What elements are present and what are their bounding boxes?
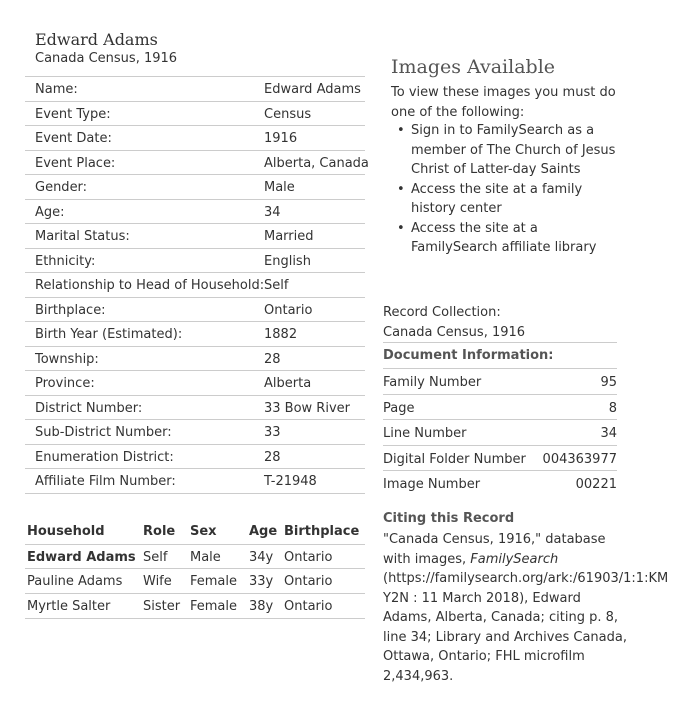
- fact-value: Edward Adams: [264, 82, 361, 97]
- citation-line: Adams, Alberta, Canada; citing p. 8,: [383, 610, 619, 625]
- image-access-option: [391, 180, 626, 219]
- member-role: Wife: [143, 574, 172, 589]
- member-role: Sister: [143, 599, 181, 614]
- fact-value: Ontario: [264, 302, 313, 318]
- fact-value: 28: [264, 449, 281, 465]
- document-label: Image Number: [383, 477, 481, 492]
- fact-label: Township:: [35, 351, 99, 367]
- household-row: [25, 569, 365, 594]
- fact-value: Alberta, Canada: [264, 155, 369, 171]
- fact-label: Province:: [35, 376, 95, 391]
- images-intro-text: To view these images you must do one of the following:: [391, 85, 616, 120]
- image-access-options: [391, 121, 626, 258]
- fact-row: [25, 396, 365, 421]
- fact-label: Sub-District Number:: [35, 425, 172, 440]
- fact-row: [25, 322, 365, 347]
- person-name-heading: Edward Adams: [35, 30, 158, 49]
- citation-text: [383, 530, 696, 686]
- member-age: 38y: [249, 599, 274, 614]
- header-sex: Sex: [190, 524, 217, 539]
- fact-row: [25, 469, 365, 494]
- fact-row: [25, 371, 365, 396]
- member-birthplace: Ontario: [284, 599, 333, 614]
- fact-row: [25, 200, 365, 225]
- images-available-heading: Images Available: [391, 56, 556, 78]
- image-access-option: [391, 219, 626, 258]
- citation-line: 2,434,963.: [383, 668, 454, 684]
- member-name: Edward Adams: [27, 550, 136, 565]
- member-age: 34y: [249, 550, 274, 565]
- header-age: Age: [249, 524, 278, 539]
- fact-label: Age:: [35, 204, 65, 220]
- fact-row: [25, 151, 369, 176]
- household-row: [25, 544, 365, 569]
- citation-line: line 34; Library and Archives Canada,: [383, 629, 627, 645]
- member-sex: Female: [190, 599, 238, 614]
- fact-row: [25, 77, 365, 102]
- fact-row: [25, 347, 365, 372]
- fact-value: Alberta: [264, 376, 312, 391]
- fact-label: Marital Status:: [35, 229, 130, 244]
- fact-label: Name:: [35, 82, 78, 97]
- citation-line: Y2N : 11 March 2018), Edward: [383, 590, 581, 606]
- document-value: 34: [600, 426, 617, 441]
- member-name: Pauline Adams: [27, 574, 123, 589]
- member-sex: Female: [190, 574, 238, 589]
- document-value: 004363977: [542, 451, 617, 467]
- collection-subtitle: Canada Census, 1916: [35, 51, 178, 66]
- document-row: [383, 369, 617, 395]
- fact-value: 34: [264, 204, 281, 220]
- fact-label: Event Date:: [35, 131, 112, 146]
- fact-value: Self: [264, 278, 289, 293]
- fact-label: District Number:: [35, 400, 143, 416]
- fact-label: Enumeration District:: [35, 449, 174, 465]
- member-birthplace: Ontario: [284, 550, 333, 565]
- record-collection-label: Record Collection:: [383, 305, 501, 320]
- fact-value: English: [264, 253, 311, 269]
- document-row: [383, 471, 617, 497]
- document-information-table: [383, 368, 617, 497]
- fact-row: [25, 102, 365, 127]
- fact-row: [25, 175, 365, 200]
- document-information-heading: Document Information:: [383, 348, 554, 363]
- image-access-option: [391, 121, 626, 180]
- document-value: 8: [608, 400, 617, 416]
- document-row: [383, 395, 617, 421]
- header-household: Household: [27, 524, 105, 539]
- fact-value: 33 Bow River: [264, 400, 350, 416]
- fact-row: [25, 224, 365, 249]
- facts-table: [25, 76, 369, 494]
- fact-row: [25, 445, 365, 470]
- fact-label: Birthplace:: [35, 302, 106, 318]
- fact-label: Birth Year (Estimated):: [35, 327, 183, 342]
- fact-value: Married: [264, 229, 314, 244]
- document-label: Page: [383, 400, 415, 416]
- bullet-icon: •: [397, 123, 405, 138]
- header-birthplace: Birthplace: [284, 524, 360, 539]
- citation-line: "Canada Census, 1916," database: [383, 532, 606, 547]
- option-text: Sign in to FamilySearch as a member of The Church of Jesus Christ of Latter-day Saints: [411, 123, 616, 177]
- fact-row: [25, 249, 365, 274]
- fact-row: [25, 420, 365, 445]
- fact-value: 1916: [264, 131, 298, 146]
- document-row: [383, 446, 617, 472]
- citation-line: Ottawa, Ontario; FHL microfilm: [383, 649, 585, 664]
- document-label: Line Number: [383, 426, 467, 441]
- household-row: [25, 594, 365, 619]
- fact-label: Affiliate Film Number:: [35, 474, 176, 489]
- bullet-icon: •: [397, 220, 405, 236]
- member-sex: Male: [190, 550, 221, 565]
- fact-value: Male: [264, 180, 295, 195]
- document-label: Family Number: [383, 375, 482, 390]
- member-name: Myrtle Salter: [27, 599, 111, 614]
- document-label: Digital Folder Number: [383, 451, 526, 467]
- fact-row: [25, 126, 365, 151]
- member-birthplace: Ontario: [284, 574, 333, 589]
- fact-value: Census: [264, 106, 312, 122]
- document-value: 00221: [575, 477, 617, 492]
- document-row: [383, 420, 617, 446]
- fact-row: [25, 298, 365, 323]
- member-age: 33y: [249, 574, 274, 589]
- member-role: Self: [143, 550, 168, 565]
- bullet-icon: •: [397, 181, 405, 197]
- fact-label: Ethnicity:: [35, 253, 96, 269]
- citation-line: with images, FamilySearch: [383, 551, 559, 567]
- fact-value: 1882: [264, 327, 298, 342]
- fact-value: 33: [264, 425, 281, 440]
- divider: [383, 342, 617, 343]
- document-value: 95: [600, 375, 617, 390]
- option-text: Access the site at a family history center: [411, 181, 583, 216]
- household-header-row: [25, 522, 365, 544]
- fact-label: Gender:: [35, 180, 88, 195]
- record-sidebar: [383, 0, 696, 709]
- fact-value: 28: [264, 351, 281, 367]
- header-role: Role: [143, 524, 176, 539]
- citing-record-heading: Citing this Record: [383, 511, 515, 526]
- fact-label: Relationship to Head of Household:: [35, 278, 265, 293]
- fact-value: T-21948: [264, 474, 317, 489]
- citation-line: (https://familysearch.org/ark:/61903/1:1:KM: [383, 571, 669, 586]
- household-table: [25, 522, 365, 619]
- fact-label: Event Type:: [35, 106, 111, 122]
- record-collection-value: Canada Census, 1916: [383, 325, 526, 340]
- option-text: Access the site at a FamilySearch affiliate library: [411, 220, 597, 255]
- fact-label: Event Place:: [35, 155, 116, 171]
- fact-row: [25, 273, 365, 298]
